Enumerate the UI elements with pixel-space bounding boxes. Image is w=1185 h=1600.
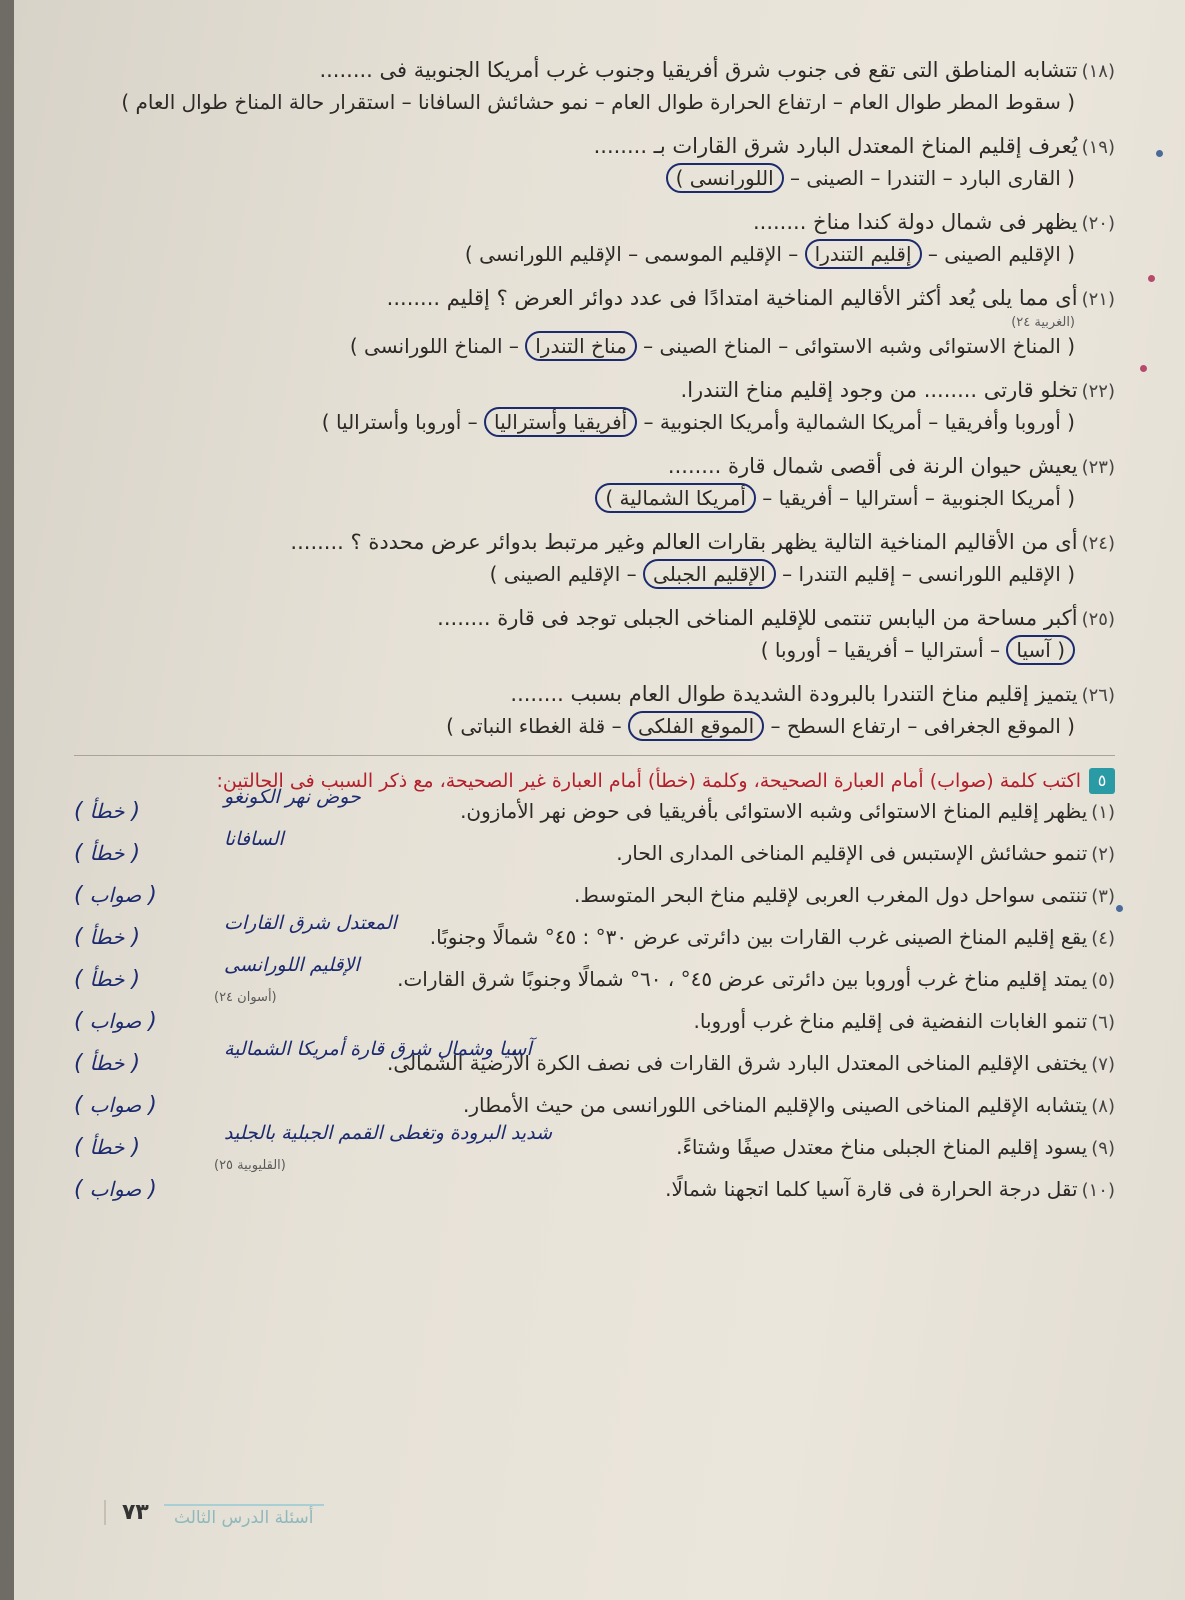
question-options: [74, 711, 1115, 741]
option[interactable]: التندرا: [886, 166, 937, 190]
option[interactable]: قلة الغطاء النباتى ): [446, 714, 606, 738]
option-circled[interactable]: أفريقيا وأستراليا: [484, 407, 637, 437]
question-options: [74, 163, 1115, 193]
tf-item: [74, 828, 1115, 880]
option[interactable]: الإقليم الموسمى: [644, 242, 782, 266]
question-stem: [74, 207, 1115, 239]
option[interactable]: ارتفاع الحرارة طوال العام: [611, 90, 827, 114]
option-separator: –: [921, 242, 945, 266]
handwritten-correction: حوض نهر الكونغو: [224, 786, 361, 808]
question-text: أكبر مساحة من اليابس تنتمى للإقليم المناخى الجبلى توجد فى قارة ........: [437, 606, 1078, 630]
option-separator: –: [395, 90, 418, 114]
question-options: [74, 407, 1115, 437]
question-text: يظهر فى شمال دولة كندا مناخ ........: [752, 210, 1078, 234]
tf-answer[interactable]: ( صواب ): [74, 1093, 157, 1118]
section-badge: ٥: [1089, 768, 1115, 794]
tf-item: [74, 1122, 1115, 1174]
tf-item: [74, 1038, 1115, 1090]
option-separator: –: [900, 714, 924, 738]
question-text: تخلو قارتى ........ من وجود إقليم مناخ التندرا.: [680, 378, 1078, 402]
option-separator: –: [895, 562, 919, 586]
question-item: [74, 131, 1115, 193]
question-options: [74, 635, 1115, 665]
question-item: [74, 451, 1115, 513]
section-title: اكتب كلمة (صواب) أمام العبارة الصحيحة، وكلمة (خطأ) أمام العبارة غير الصحيحة، مع ذكر السبب فى الحالتين:: [216, 770, 1081, 792]
question-item: [74, 283, 1115, 361]
question-number: (١٩): [1081, 137, 1115, 158]
tf-number: (١٠): [1081, 1180, 1115, 1201]
question-item: [74, 207, 1115, 269]
option-circled[interactable]: إقليم التندرا: [805, 239, 922, 269]
question-item: [74, 679, 1115, 741]
tf-text: يسود إقليم المناخ الجبلى مناخ معتدل صيفًا وشتاءً.: [676, 1135, 1088, 1159]
option-separator: –: [897, 638, 921, 662]
tf-statement: [194, 1174, 1115, 1206]
question-item: [74, 55, 1115, 117]
option[interactable]: الإقليم الصينى ): [489, 562, 621, 586]
option-separator: –: [605, 714, 628, 738]
option-separator: –: [636, 334, 660, 358]
option[interactable]: أوروبا ): [760, 638, 822, 662]
lesson-title: أسئلة الدرس الثالث: [164, 1504, 324, 1530]
option-separator: –: [864, 166, 887, 190]
option-separator: –: [921, 410, 945, 434]
option[interactable]: ( أمريكا الجنوبية: [941, 486, 1075, 510]
question-number: (٢٠): [1081, 213, 1115, 234]
option[interactable]: ( سقوط المطر طوال العام: [849, 90, 1075, 114]
book-page: [14, 0, 1185, 1600]
tf-number: (٩): [1091, 1138, 1115, 1159]
tf-number: (٤): [1091, 928, 1115, 949]
option-circled[interactable]: أمريكا الشمالية ): [595, 483, 756, 513]
tf-number: (١): [1091, 802, 1115, 823]
option-circled[interactable]: الموقع الفلكى: [628, 711, 764, 741]
tf-answer[interactable]: ( خطأ ): [74, 1135, 141, 1160]
option[interactable]: المناخ اللورانسى ): [349, 334, 503, 358]
option[interactable]: المناخ الصينى: [659, 334, 772, 358]
tf-item: [74, 954, 1115, 1006]
handwritten-answer: صواب: [89, 1093, 142, 1117]
option[interactable]: أمريكا الشمالية وأمريكا الجنوبية: [659, 410, 922, 434]
option-circled[interactable]: الإقليم الجبلى: [643, 559, 776, 589]
tf-number: (٥): [1091, 970, 1115, 991]
option-separator: –: [918, 486, 942, 510]
option-separator: –: [621, 242, 645, 266]
question-stem: [74, 451, 1115, 483]
question-number: (٢١): [1081, 289, 1115, 310]
option[interactable]: الصينى: [806, 166, 865, 190]
margin-dot: [1140, 365, 1147, 372]
mcq-list: [74, 55, 1115, 741]
question-options: [74, 559, 1115, 589]
question-number: (٢٥): [1081, 609, 1115, 630]
option-separator: –: [637, 410, 660, 434]
section-5: [74, 766, 1115, 1216]
tf-answer[interactable]: ( صواب ): [74, 883, 157, 908]
handwritten-correction: آسيا وشمال شرق قارة أمريكا الشمالية: [224, 1038, 532, 1060]
option-circled[interactable]: مناخ التندرا: [525, 331, 637, 361]
option-separator: –: [781, 242, 805, 266]
tf-text: يمتد إقليم مناخ غرب أوروبا بين دائرتى عرض ٤٥° ، ٦٠° شمالًا وجنوبًا شرق القارات.: [397, 967, 1088, 991]
question-text: يتميز إقليم مناخ التندرا بالبرودة الشديدة طوال العام بسبب ........: [510, 682, 1078, 706]
tf-item: [74, 1174, 1115, 1216]
option-circled[interactable]: ( آسيا: [1006, 635, 1075, 665]
option-separator: –: [588, 90, 612, 114]
option[interactable]: الإقليم اللورانسى ): [464, 242, 622, 266]
handwritten-answer: صواب: [89, 1177, 142, 1201]
option-separator: –: [502, 334, 526, 358]
page-number: ٧٣: [104, 1500, 149, 1525]
tf-number: (٧): [1091, 1054, 1115, 1075]
option[interactable]: نمو حشائش السافانا: [418, 90, 589, 114]
option-circled[interactable]: اللورانسى ): [666, 163, 784, 193]
handwritten-correction: شديد البرودة وتغطى القمم الجبلية بالجليد: [224, 1122, 552, 1144]
margin-dot: [1116, 905, 1123, 912]
question-number: (٢٤): [1081, 533, 1115, 554]
question-number: (١٨): [1081, 61, 1115, 82]
option[interactable]: أستراليا: [920, 638, 984, 662]
tf-answer[interactable]: ( خطأ ): [74, 799, 141, 824]
option[interactable]: ( الإقليم اللورانسى: [918, 562, 1075, 586]
tf-answer[interactable]: ( صواب ): [74, 1177, 157, 1202]
tf-text: تنمو الغابات النفضية فى إقليم مناخ غرب أوروبا.: [693, 1009, 1088, 1033]
questions-sheet: [74, 55, 1115, 1216]
tf-number: (٦): [1091, 1012, 1115, 1033]
tf-text: يقع إقليم المناخ الصينى غرب القارات بين دائرتى عرض ٣٠° : ٤٥° شمالًا وجنوبًا.: [429, 925, 1088, 949]
option-separator: –: [461, 410, 485, 434]
handwritten-correction: السافانا: [224, 828, 284, 850]
option[interactable]: أوروبا وأستراليا ): [321, 410, 462, 434]
question-text: أى مما يلى يُعد أكثر الأقاليم المناخية امتدادًا فى عدد دوائر العرض ؟ إقليم ........: [386, 286, 1078, 310]
handwritten-answer: خطأ: [89, 967, 125, 991]
option[interactable]: أفريقيا: [778, 486, 833, 510]
option[interactable]: ( الإقليم الصينى: [944, 242, 1075, 266]
margin-dot: [1156, 150, 1163, 157]
handwritten-correction: المعتدل شرق القارات: [224, 912, 397, 934]
tf-text: يظهر إقليم المناخ الاستوائى وشبه الاستوائى بأفريقيا فى حوض نهر الأمازون.: [460, 799, 1088, 823]
option-separator: –: [775, 562, 799, 586]
option-separator: –: [821, 638, 844, 662]
tf-answer[interactable]: ( خطأ ): [74, 841, 141, 866]
true-false-list: [74, 786, 1115, 1216]
option[interactable]: ارتفاع السطح: [786, 714, 901, 738]
handwritten-answer: خطأ: [89, 841, 125, 865]
question-stem: [74, 679, 1115, 711]
option-separator: –: [826, 90, 850, 114]
option[interactable]: ( الموقع الجغرافى: [923, 714, 1075, 738]
option-separator: –: [764, 714, 787, 738]
tf-number: (٨): [1091, 1096, 1115, 1117]
handwritten-answer: خطأ: [89, 1135, 125, 1159]
question-stem: [74, 375, 1115, 407]
tf-statement: [194, 838, 1115, 870]
question-number: (٢٦): [1081, 685, 1115, 706]
tf-text: تنمو حشائش الإستبس فى الإقليم المناخى المدارى الحار.: [616, 841, 1088, 865]
question-stem: [74, 527, 1115, 559]
option-separator: –: [755, 486, 779, 510]
handwritten-answer: خطأ: [89, 925, 125, 949]
question-text: أى من الأقاليم المناخية التالية يظهر بقارات العالم وغير مرتبط بدوائر عرض محددة ؟ ........: [290, 530, 1078, 554]
source-tag: (الغربية ٢٤): [1011, 315, 1075, 330]
question-options: [74, 239, 1115, 269]
tf-text: تنتمى سواحل دول المغرب العربى لإقليم مناخ البحر المتوسط.: [573, 883, 1088, 907]
option[interactable]: ( المناخ الاستوائى وشبه الاستوائى: [794, 334, 1075, 358]
page-footer: [54, 1500, 1115, 1540]
handwritten-answer: خطأ: [89, 1051, 125, 1075]
option[interactable]: أستراليا: [855, 486, 919, 510]
option[interactable]: أفريقيا: [843, 638, 898, 662]
option-separator: –: [983, 638, 1007, 662]
source-tag: (أسوان ٢٤): [214, 990, 277, 1005]
question-stem: [74, 55, 1115, 87]
handwritten-answer: خطأ: [89, 799, 125, 823]
question-number: (٢٣): [1081, 457, 1115, 478]
question-item: [74, 527, 1115, 589]
tf-answer[interactable]: ( خطأ ): [74, 1051, 141, 1076]
question-item: [74, 603, 1115, 665]
question-text: يعيش حيوان الرنة فى أقصى شمال قارة ........: [667, 454, 1078, 478]
tf-text: يتشابه الإقليم المناخى الصينى والإقليم المناخى اللورانسى من حيث الأمطار.: [463, 1093, 1088, 1117]
option[interactable]: ( القارى البارد: [958, 166, 1075, 190]
handwritten-correction: الإقليم اللورانسى: [224, 954, 360, 976]
section-divider: [74, 755, 1115, 756]
tf-answer[interactable]: ( خطأ ): [74, 967, 141, 992]
question-text: يُعرف إقليم المناخ المعتدل البارد شرق القارات بـ ........: [593, 134, 1078, 158]
question-options: [74, 331, 1115, 361]
source-tag: (القليوبية ٢٥): [214, 1158, 286, 1173]
margin-dot: [1148, 275, 1155, 282]
question-options: [74, 483, 1115, 513]
question-text: تتشابه المناطق التى تقع فى جنوب شرق أفريقيا وجنوب غرب أمريكا الجنوبية فى ........: [319, 58, 1078, 82]
option[interactable]: ( أوروبا وأفريقيا: [944, 410, 1075, 434]
tf-answer[interactable]: ( خطأ ): [74, 925, 141, 950]
tf-number: (٢): [1091, 844, 1115, 865]
question-item: [74, 375, 1115, 437]
tf-text: تقل درجة الحرارة فى قارة آسيا كلما اتجهنا شمالًا.: [665, 1177, 1078, 1201]
question-stem: [74, 603, 1115, 635]
tf-answer[interactable]: ( صواب ): [74, 1009, 157, 1034]
tf-text: يختفى الإقليم المناخى المعتدل البارد شرق القارات فى نصف الكرة الأرضية الشمالى.: [387, 1051, 1088, 1075]
option-separator: –: [620, 562, 644, 586]
option-separator: –: [783, 166, 807, 190]
question-stem: [74, 131, 1115, 163]
question-options: [74, 87, 1115, 117]
option[interactable]: استقرار حالة المناخ طوال العام ): [121, 90, 396, 114]
option-separator: –: [936, 166, 959, 190]
handwritten-answer: صواب: [89, 1009, 142, 1033]
handwritten-answer: صواب: [89, 883, 142, 907]
tf-number: (٣): [1091, 886, 1115, 907]
option-separator: –: [771, 334, 795, 358]
option[interactable]: إقليم التندرا: [798, 562, 896, 586]
question-number: (٢٢): [1081, 381, 1115, 402]
option-separator: –: [832, 486, 856, 510]
question-stem: [74, 283, 1115, 315]
